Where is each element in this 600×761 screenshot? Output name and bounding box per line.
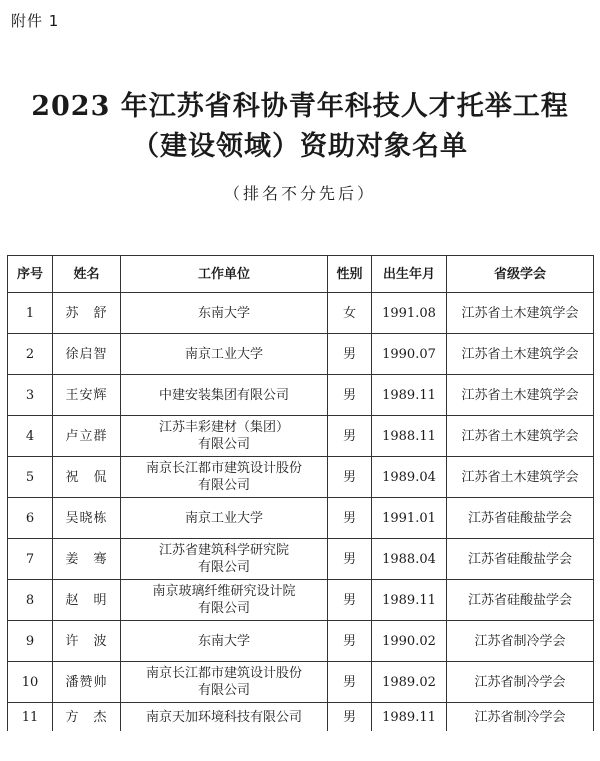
cell-serial-number: 3 [8,375,53,416]
cell-serial-number: 10 [8,662,53,703]
cell-work-unit [121,457,328,498]
document-title-line-2: （建设领域）资助对象名单 [132,131,468,162]
cell-birth-date: 1988.04 [372,539,447,580]
work-unit-line-1: 南京玻璃纤维研究设计院 [152,584,296,599]
recipient-table [7,255,594,731]
work-unit-line-1: 南京天加环境科技有限公司 [145,709,302,725]
table-row [8,580,594,621]
document-subtitle: （排名不分先后） [223,184,376,203]
cell-work-unit [121,375,328,416]
cell-work-unit [121,416,328,457]
cell-provincial-society: 江苏省硅酸盐学会 [447,539,594,580]
cell-work-unit [121,539,328,580]
table-row [8,621,594,662]
cell-birth-date: 1989.11 [372,580,447,621]
cell-name: 潘赞帅 [53,662,121,703]
cell-name: 姜 骞 [53,539,121,580]
cell-gender: 男 [328,703,372,732]
cell-gender: 男 [328,334,372,375]
cell-gender: 男 [328,457,372,498]
cell-birth-date: 1989.11 [372,375,447,416]
work-unit-line-2: 有限公司 [197,560,250,575]
cell-work-unit [121,703,328,732]
cell-provincial-society: 江苏省制冷学会 [447,662,594,703]
cell-provincial-society: 江苏省制冷学会 [447,703,594,732]
cell-serial-number: 11 [8,703,53,732]
attachment-label: 附件 1 [11,12,60,30]
table-row [8,457,594,498]
work-unit-line-1: 东南大学 [197,633,250,649]
header-birth-date: 出生年月 [372,256,447,293]
cell-gender: 男 [328,375,372,416]
work-unit-line-2: 有限公司 [197,437,250,452]
cell-provincial-society: 江苏省土木建筑学会 [447,334,594,375]
cell-gender: 男 [328,621,372,662]
cell-serial-number: 2 [8,334,53,375]
cell-work-unit [121,621,328,662]
cell-provincial-society: 江苏省硅酸盐学会 [447,580,594,621]
cell-name: 徐启智 [53,334,121,375]
cell-gender: 男 [328,580,372,621]
table-row [8,539,594,580]
cell-provincial-society: 江苏省土木建筑学会 [447,457,594,498]
header-name: 姓名 [53,256,121,293]
cell-work-unit [121,334,328,375]
cell-serial-number: 7 [8,539,53,580]
cell-name: 吴晓栋 [53,498,121,539]
cell-provincial-society: 江苏省土木建筑学会 [447,416,594,457]
cell-work-unit [121,498,328,539]
cell-work-unit [121,580,328,621]
work-unit-line-1: 南京工业大学 [184,346,263,362]
cell-gender: 男 [328,416,372,457]
cell-provincial-society: 江苏省制冷学会 [447,621,594,662]
cell-gender: 男 [328,498,372,539]
table-row [8,416,594,457]
cell-name: 祝 侃 [53,457,121,498]
document-title-line-1: 2023 年江苏省科协青年科技人才托举工程 [31,91,569,122]
cell-serial-number: 5 [8,457,53,498]
cell-serial-number: 1 [8,293,53,334]
work-unit-line-1: 南京工业大学 [184,510,263,526]
work-unit-line-1: 江苏省建筑科学研究院 [158,543,289,558]
cell-name: 许 波 [53,621,121,662]
cell-name: 王安辉 [53,375,121,416]
work-unit-line-1: 中建安装集团有限公司 [158,387,289,403]
cell-birth-date: 1988.11 [372,416,447,457]
work-unit-line-2: 有限公司 [197,478,250,493]
header-work-unit: 工作单位 [121,256,328,293]
table-row [8,293,594,334]
work-unit-line-1: 东南大学 [197,305,250,321]
cell-birth-date: 1990.07 [372,334,447,375]
cell-birth-date: 1989.11 [372,703,447,732]
cell-provincial-society: 江苏省土木建筑学会 [447,375,594,416]
cell-name: 卢立群 [53,416,121,457]
table-row [8,703,594,732]
cell-birth-date: 1989.02 [372,662,447,703]
cell-gender: 男 [328,539,372,580]
work-unit-line-2: 有限公司 [197,601,250,616]
table-row [8,498,594,539]
work-unit-line-1: 江苏丰彩建材（集团） [158,420,289,435]
cell-birth-date: 1990.02 [372,621,447,662]
work-unit-line-1: 南京长江都市建筑设计股份 [145,461,302,476]
header-gender: 性别 [328,256,372,293]
cell-work-unit [121,662,328,703]
work-unit-line-1: 南京长江都市建筑设计股份 [145,666,302,681]
cell-gender: 女 [328,293,372,334]
table-row [8,375,594,416]
table-row [8,334,594,375]
cell-birth-date: 1991.08 [372,293,447,334]
cell-birth-date: 1989.04 [372,457,447,498]
cell-name: 苏 舒 [53,293,121,334]
cell-work-unit [121,293,328,334]
cell-serial-number: 9 [8,621,53,662]
table-header-row [8,256,594,293]
cell-serial-number: 8 [8,580,53,621]
cell-name: 赵 明 [53,580,121,621]
cell-serial-number: 4 [8,416,53,457]
header-serial-number: 序号 [8,256,53,293]
table-row [8,662,594,703]
cell-serial-number: 6 [8,498,53,539]
cell-provincial-society: 江苏省土木建筑学会 [447,293,594,334]
cell-provincial-society: 江苏省硅酸盐学会 [447,498,594,539]
cell-name: 方 杰 [53,703,121,732]
work-unit-line-2: 有限公司 [197,683,250,698]
cell-birth-date: 1991.01 [372,498,447,539]
header-provincial-society: 省级学会 [447,256,594,293]
cell-gender: 男 [328,662,372,703]
